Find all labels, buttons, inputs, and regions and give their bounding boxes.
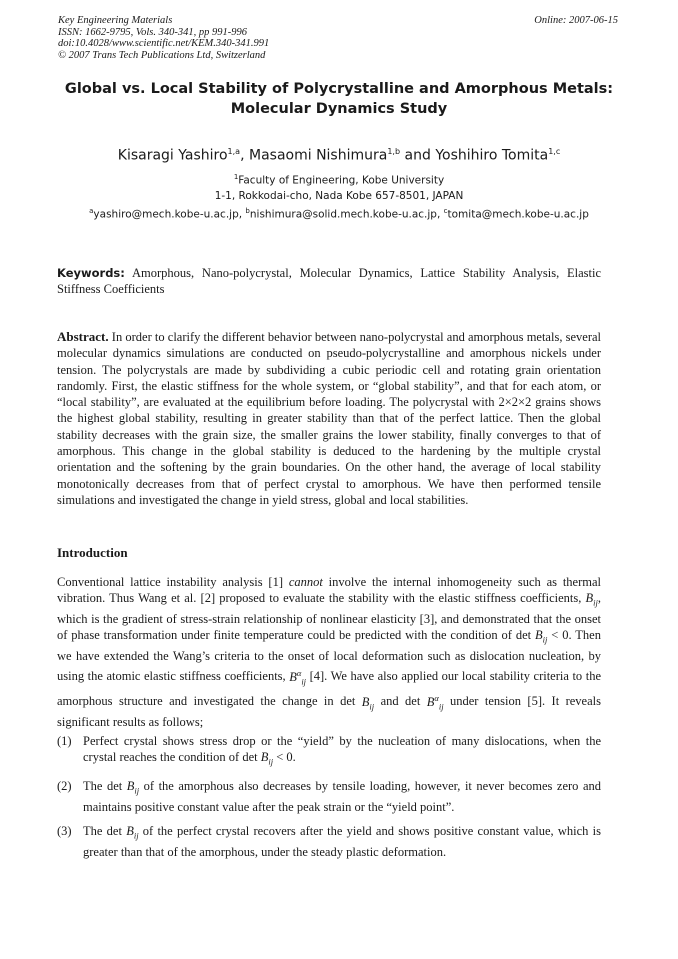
- abstract-text: In order to clarify the different behavior between nano-polycrystal and amorphous metals, several molecular dynamics simulations are conducted on pseudo-polycrystalline and amorphous nickels under tension. The polycrystals are made by subdividing a cubic periodic cell and rotating grain orientation randomly. First, the elastic stiffness for the whole system, or “global stability”, and that for each atom, or “local stability”, are evaluated at the equilibrium before loading. The polycrystal with 2×2×2 grains shows the highest global stability, resulting in greater stability than that of the perfect lattice. Then the global stability decreases with the grain size, the smaller grains the lower stability, finally converges to that of amorphous. This change in the global stability is deduced to the hardening by the multiple crystal orientation and the softening by the grain boundaries. On the other hand, the average of local stability monotonically decreases from that of perfect crystal to amorphous. We have then performed tensile simulations and investigated the change in yield stress, global and local stabilities.: [57, 330, 601, 507]
- symbol-bij: $B_{ij}$: [361, 694, 375, 712]
- author-name: Kisaragi Yashiro: [117, 147, 228, 164]
- abstract-label: Abstract.: [57, 329, 109, 344]
- author-list: [0, 143, 678, 165]
- author-name: Masaomi Nishimura: [249, 147, 388, 164]
- doi-line: doi:10.4028/www.scientific.net/KEM.340-341.991: [58, 38, 270, 50]
- affiliation-line: $^1$Faculty of Engineering, Kobe University: [233, 173, 445, 187]
- author-affil-mark: 1,a: [227, 147, 241, 156]
- address-line: 1-1, Rokkodai-cho, Nada Kobe 657-8501, JAPAN: [214, 189, 464, 202]
- affil-mark: 1: [233, 173, 239, 181]
- symbol-bij: $B_{ij}$: [585, 591, 598, 608]
- symbol-bij-alpha: $B^\alpha_{ij}$: [289, 667, 307, 687]
- issn-line: ISSN: 1662-9795, Vols. 340-341, pp 991-996: [58, 26, 247, 38]
- journal-header: [58, 15, 618, 61]
- emphasis: cannot: [288, 575, 323, 589]
- author-affil-mark: 1,b: [387, 147, 401, 156]
- keywords-label: Keywords:: [57, 266, 125, 280]
- keywords-text: Amorphous, Nano-polycrystal, Molecular Dynamics, Lattice Stability Analysis, Elastic Stiffness Coefficients: [57, 266, 601, 296]
- email-a: yashiro@mech.kobe-u.ac.jp,: [93, 208, 246, 220]
- author-name: Yoshihiro Tomita: [435, 147, 549, 164]
- introduction-paragraph: Conventional lattice instability analysis [1] cannot involve the internal inhomogeneity such as thermal vibration. Thus Wang et al. [2] proposed to evaluate the stability with the elastic stiffness coefficients, $B_{ij}$, which is the gradient of stress-strain relationship of nonlinear elasticity [3], and demonstrated that the onset of phase transformation under finite temperature could be predicted with the condition of $\det B_{ij} < 0$. Then we have extended the Wang’s criteria to the onset of local deformation such as dislocation nucleation, by using the atomic elastic stiffness coefficients, $B^\alpha_{ij}$ [4]. We have also applied our local stability criteria to the amorphous structure and investigated the change in $\det B_{ij}$ and $\det B^\alpha_{ij}$ under tension [5]. It reveals significant results as follows;: [57, 575, 602, 730]
- symbol-bij: $B_{ij}$: [126, 779, 140, 796]
- paper-title: [40, 79, 638, 119]
- online-date: Online: 2007-06-15: [534, 15, 618, 26]
- symbol-bij: $B_{ij}$: [126, 824, 139, 841]
- results-list: [57, 733, 601, 868]
- list-number: (2): [57, 779, 72, 794]
- list-item: (3) The $\det B_{ij}$ of the perfect crystal recovers after the yield and shows positive constant value, which is greater than that of the amorphous, under the steady plastic deformation.: [57, 824, 601, 859]
- abstract-section: [57, 329, 601, 508]
- list-number: (1): [57, 734, 72, 748]
- affiliation-block: [0, 170, 678, 222]
- title-line-2: Molecular Dynamics Study: [230, 101, 448, 117]
- list-item: (2) The $\det B_{ij}$ of the amorphous also decreases by tensile loading, however, it never becomes zero and maintains positive constant value after the peak strain or the “yield point”.: [57, 779, 601, 814]
- introduction-heading: Introduction: [57, 545, 128, 560]
- author-separator: ,: [240, 147, 249, 164]
- symbol-bij: $B_{ij}$: [535, 628, 548, 645]
- keywords-section: [57, 265, 601, 297]
- email-b: nishimura@solid.mech.kobe-u.ac.jp,: [249, 208, 444, 220]
- symbol-bij-alpha: $B^\alpha_{ij}$: [426, 692, 444, 712]
- email-line: $^a$yashiro@mech.kobe-u.ac.jp, $^b$nishimura@solid.mech.kobe-u.ac.jp, $^c$tomita@mech.kobe-u.ac.jp: [89, 206, 589, 220]
- list-number: (3): [57, 824, 72, 839]
- journal-name: Key Engineering Materials: [58, 15, 173, 26]
- list-item: (1) Perfect crystal shows stress drop or the “yield” by the nucleation of many dislocations, when the crystal reaches the condition of $\det B_{ij} < 0$.: [57, 734, 601, 767]
- copyright-line: © 2007 Trans Tech Publications Ltd, Switzerland: [58, 49, 266, 61]
- email-c: tomita@mech.kobe-u.ac.jp: [447, 208, 589, 220]
- author-affil-mark: 1,c: [548, 147, 561, 156]
- symbol-bij: $B_{ij}$: [260, 750, 274, 767]
- author-separator: and: [400, 147, 436, 164]
- title-line-1: Global vs. Local Stability of Polycrystalline and Amorphous Metals:: [64, 81, 614, 97]
